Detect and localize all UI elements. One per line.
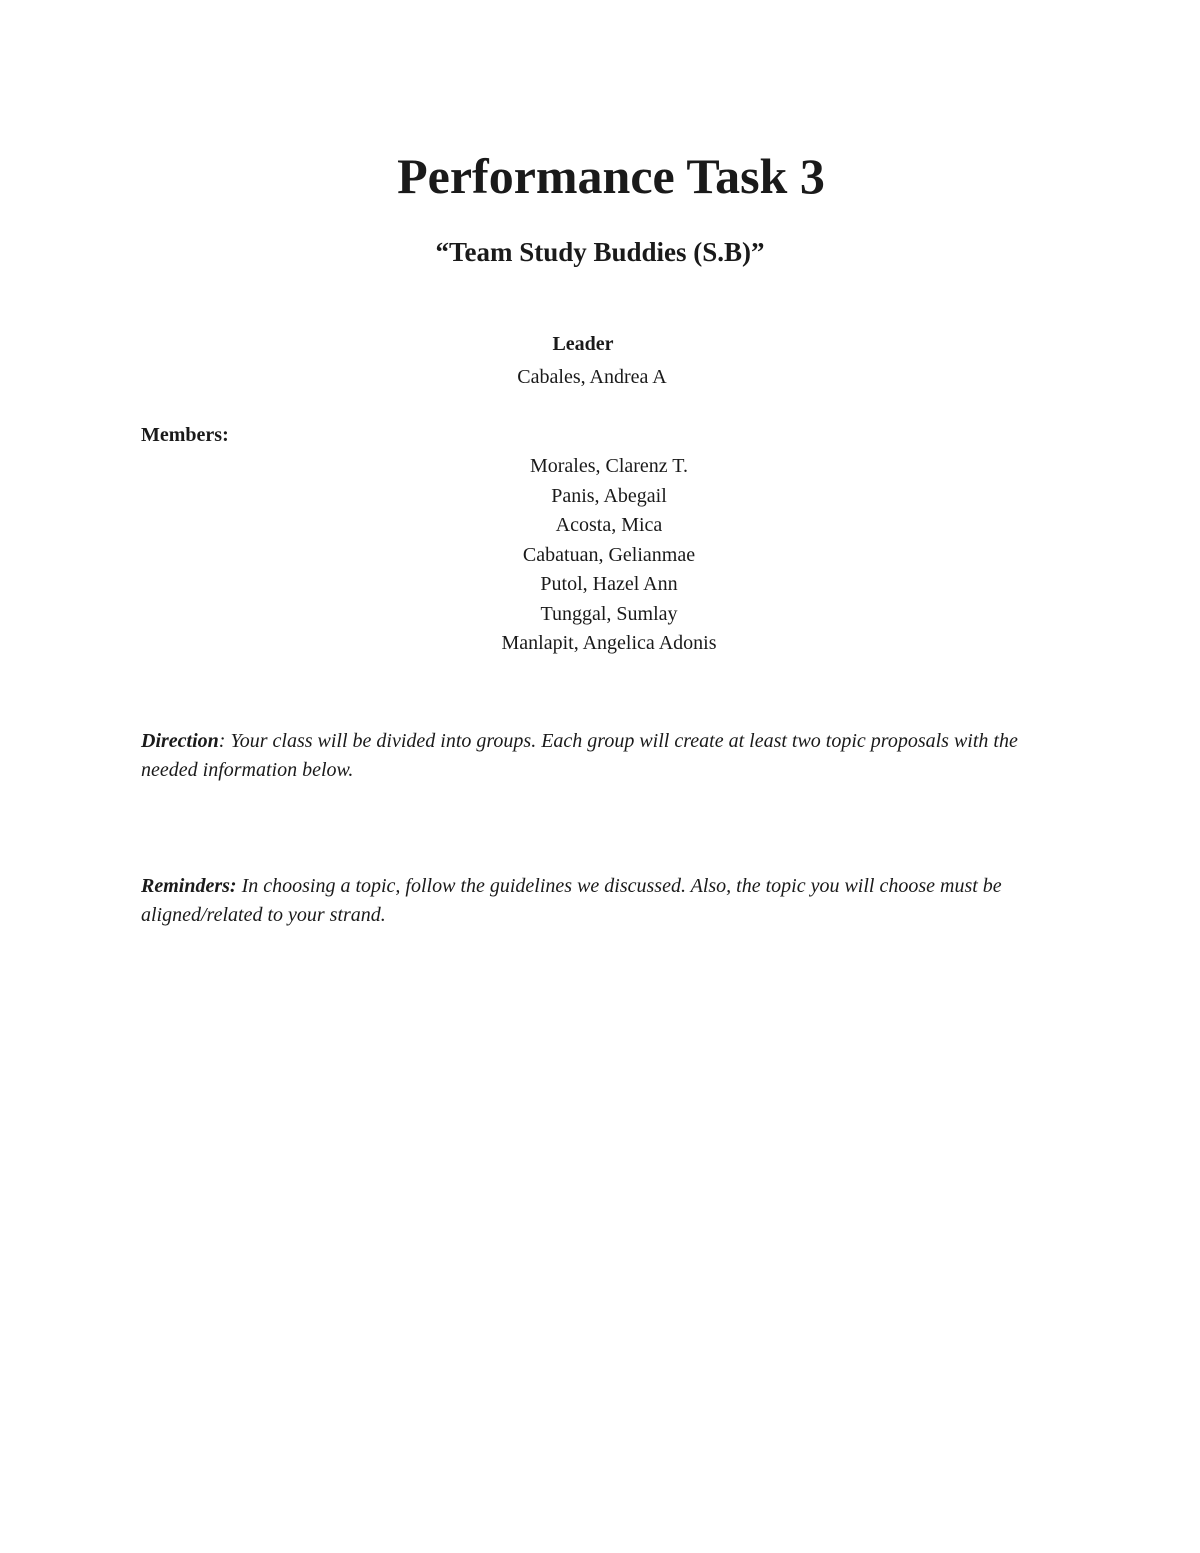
reminders-label: Reminders: <box>141 875 237 897</box>
reminders-paragraph <box>141 872 1041 930</box>
member-name: Cabatuan, Gelianmae <box>522 543 696 566</box>
member-name: Manlapit, Angelica Adonis <box>501 632 717 654</box>
member-name: Panis, Abegail <box>551 484 667 507</box>
member-name: Acosta, Mica <box>555 514 663 536</box>
team-name: “Team Study Buddies (S.B)” <box>435 237 765 267</box>
page-title: Performance Task 3 <box>397 148 825 204</box>
direction-text: : Your class will be divided into groups. Each group will create at least two topic proposals with the needed information below. <box>141 730 1018 781</box>
direction-label: Direction <box>141 730 219 752</box>
member-name: Tunggal, Sumlay <box>540 602 678 625</box>
reminders-text: In choosing a topic, follow the guidelines we discussed. Also, the topic you will choose must be aligned/related to your strand. <box>141 875 1002 926</box>
leader-name: Cabales, Andrea A <box>517 366 667 388</box>
members-label: Members: <box>141 424 229 446</box>
member-name: Putol, Hazel Ann <box>540 573 678 595</box>
members-list <box>0 452 1200 659</box>
direction-paragraph <box>141 727 1041 785</box>
leader-label: Leader <box>552 333 614 355</box>
member-name: Morales, Clarenz T. <box>529 455 689 477</box>
